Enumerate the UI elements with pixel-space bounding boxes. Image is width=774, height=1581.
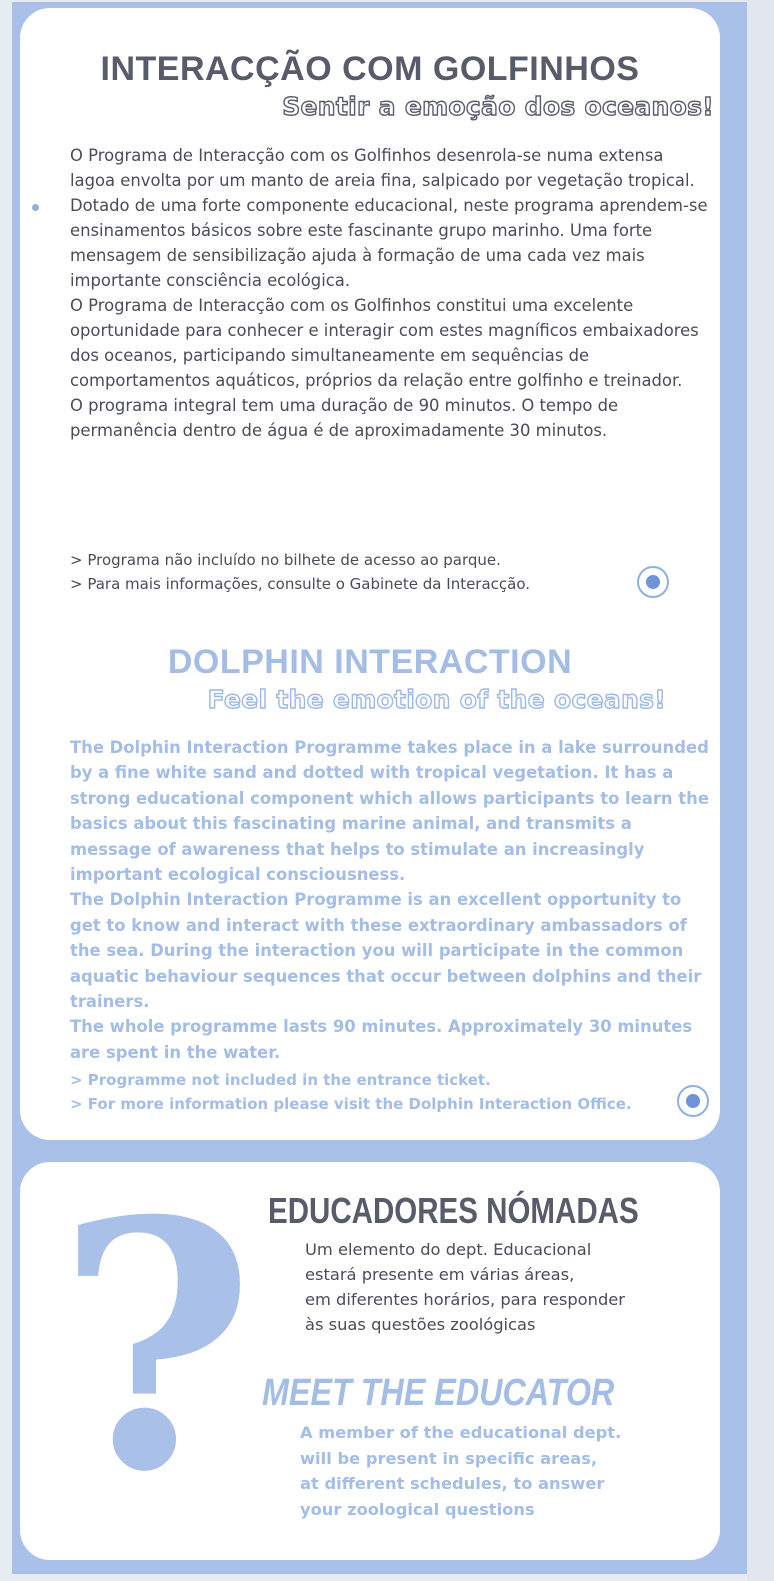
subtitle-pt: Sentir a emoção dos oceanos!	[282, 92, 714, 121]
target-icon	[677, 1085, 709, 1117]
body-pt	[70, 143, 710, 443]
notes-en	[70, 1068, 680, 1116]
title-en: DOLPHIN INTERACTION	[167, 643, 573, 681]
paragraph-pt: O programa integral tem uma duração de 90 minutos. O tempo de permanência dentro de água é de aproximadamente 30 minutos.	[70, 396, 619, 440]
paragraph-pt: Dotado de uma forte componente educacional, neste programa aprendem-se ensinamentos básicos sobre este fascinante grupo marinho. Uma forte mensagem de sensibilização ajuda à formação de uma cada vez mais importante consciência ecológica.	[70, 196, 708, 290]
educators-line-pt: em diferentes horários, para responder	[305, 1290, 626, 1309]
educators-line-en: A member of the educational dept.	[300, 1423, 622, 1442]
notes-pt	[70, 548, 670, 596]
educators-line-pt: às suas questões zoológicas	[305, 1315, 536, 1334]
paragraph-en: The Dolphin Interaction Programme is an excellent opportunity to get to know and interact with these extraordinary ambassadors of the sea. During the interaction you will participate in the common aquatic behaviour sequences that occur between dolphins and their trainers.	[70, 890, 702, 1012]
target-icon	[637, 566, 669, 598]
educators-title-en: MEET THE EDUCATOR	[262, 1372, 615, 1414]
subtitle-en: Feel the emotion of the oceans!	[207, 685, 666, 714]
note-pt: > Para mais informações, consulte o Gabinete da Interacção.	[70, 575, 531, 593]
note-pt: > Programa não incluído no bilhete de acesso ao parque.	[70, 551, 501, 569]
paragraph-en: The Dolphin Interaction Programme takes place in a lake surrounded by a fine white sand and dotted with tropical vegetation. It has a strong educational component which allows participants to learn the basics about this fascinating marine animal, and transmits a message of awareness that helps to stimulate an increasingly important ecological consciousness.	[70, 738, 709, 885]
bullet-dot	[32, 204, 39, 211]
note-en: > For more information please visit the Dolphin Interaction Office.	[70, 1095, 632, 1113]
title-pt: INTERACÇÃO COM GOLFINHOS	[100, 50, 640, 88]
question-mark-icon: ?	[56, 1148, 256, 1547]
educators-line-en: your zoological questions	[300, 1499, 535, 1519]
educators-body-en	[300, 1420, 700, 1522]
educators-line-pt: Um elemento do dept. Educacional	[305, 1240, 592, 1259]
paragraph-pt: O Programa de Interacção com os Golfinhos desenrola-se numa extensa lagoa envolta por um manto de areia fina, salpicado por vegetação tropical.	[70, 146, 695, 190]
paragraph-en: The whole programme lasts 90 minutes. Approximately 30 minutes are spent in the water.	[70, 1017, 693, 1062]
page-fold-edge	[747, 0, 774, 1581]
educators-title-pt: EDUCADORES NÓMADAS	[268, 1190, 639, 1231]
educators-line-en: will be present in specific areas,	[300, 1448, 598, 1468]
educators-body-pt	[305, 1237, 705, 1337]
body-en	[70, 735, 710, 1065]
educators-line-en: at different schedules, to answer	[300, 1474, 605, 1493]
note-en: > Programme not included in the entrance ticket.	[70, 1071, 491, 1089]
paragraph-pt: O Programa de Interacção com os Golfinhos constitui uma excelente oportunidade para conhecer e interagir com estes magníficos embaixadores dos oceanos, participando simultaneamente em sequências de comportamentos aquáticos, próprios da relação entre golfinho e treinador.	[70, 296, 699, 390]
educators-line-pt: estará presente em várias áreas,	[305, 1265, 575, 1284]
